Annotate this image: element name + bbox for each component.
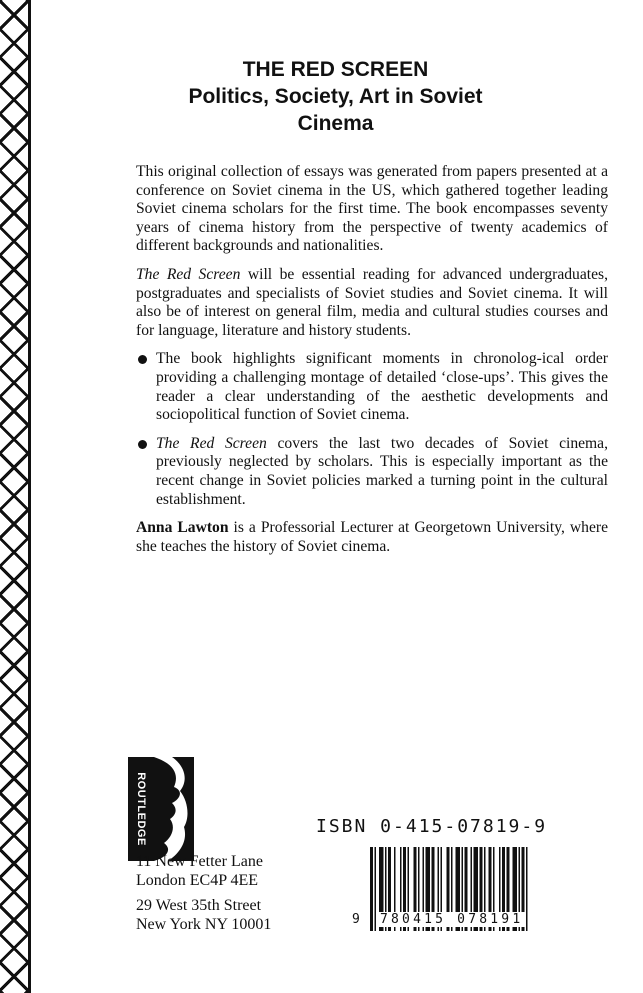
book-title-italic: The Red Screen <box>136 265 241 283</box>
address-us-line2: New York NY 10001 <box>136 916 272 933</box>
barcode-bar <box>526 847 528 931</box>
blurb-paragraph-1: This original collection of essays was generated from papers presented at a conference on Soviet cinema in the US, which gathered together leading Soviet cinema scholars for the first time. The book encompasses seventy years of cinema history from the perspective of twenty academics of different backgrounds and nationalities. <box>136 163 608 255</box>
bullet-icon <box>138 355 147 364</box>
book-title: THE RED SCREEN <box>242 58 429 81</box>
highlight-text: covers the last two decades of Soviet cinema, previously neglected by scholars. This is especially important as the recent change in Soviet policies marked a turning point in the cultural establishment. <box>156 434 609 508</box>
highlights-list <box>136 350 608 509</box>
isbn-label: ISBN 0-415-07819-9 <box>316 816 548 837</box>
book-title-italic: The Red Screen <box>156 434 267 452</box>
blurb <box>136 163 608 566</box>
routledge-logo-text: ROUTLEDGE <box>135 772 148 846</box>
cover-header <box>28 56 643 137</box>
book-subtitle-line1: Politics, Society, Art in Soviet <box>188 85 483 108</box>
blurb-paragraph-2-text: will be essential reading for advanced undergraduates, postgraduates and specialists of Soviet studies and Soviet cinema. It will also be of interest on general film, media and cultural studies courses and for language, literature and history students. <box>136 265 608 339</box>
barcode-lead-digit: 9 <box>352 912 360 927</box>
blurb-paragraph-2 <box>136 266 608 340</box>
barcode-bar <box>375 847 377 931</box>
book-subtitle-line2: Cinema <box>297 112 374 135</box>
decorative-border-strip <box>0 0 31 993</box>
highlight-item <box>136 350 608 424</box>
author-bio <box>136 519 608 556</box>
address-us-line1: 29 West 35th Street <box>136 897 262 914</box>
routledge-logo <box>128 757 194 861</box>
author-bio-text: is a Professorial Lecturer at Georgetown University, where she teaches the history of Soviet cinema. <box>136 519 608 555</box>
barcode-bar <box>370 847 373 931</box>
author-name: Anna Lawton <box>136 519 229 537</box>
address-uk-line2: London EC4P 4EE <box>136 872 259 889</box>
barcode-digits: 780415 078191 <box>380 912 524 927</box>
bullet-icon <box>138 440 147 449</box>
address-uk-line1: 11 New Fetter Lane <box>136 853 263 870</box>
highlight-text: The book highlights significant moments in chronolog-ical order providing a challenging montage of detailed ‘close-ups’. This gives the reader a clear understanding of the aesthetic developments and sociopolitical function of Soviet cinema. <box>156 350 608 424</box>
address-uk <box>136 852 263 890</box>
address-us <box>136 896 271 934</box>
highlight-item <box>136 435 608 509</box>
